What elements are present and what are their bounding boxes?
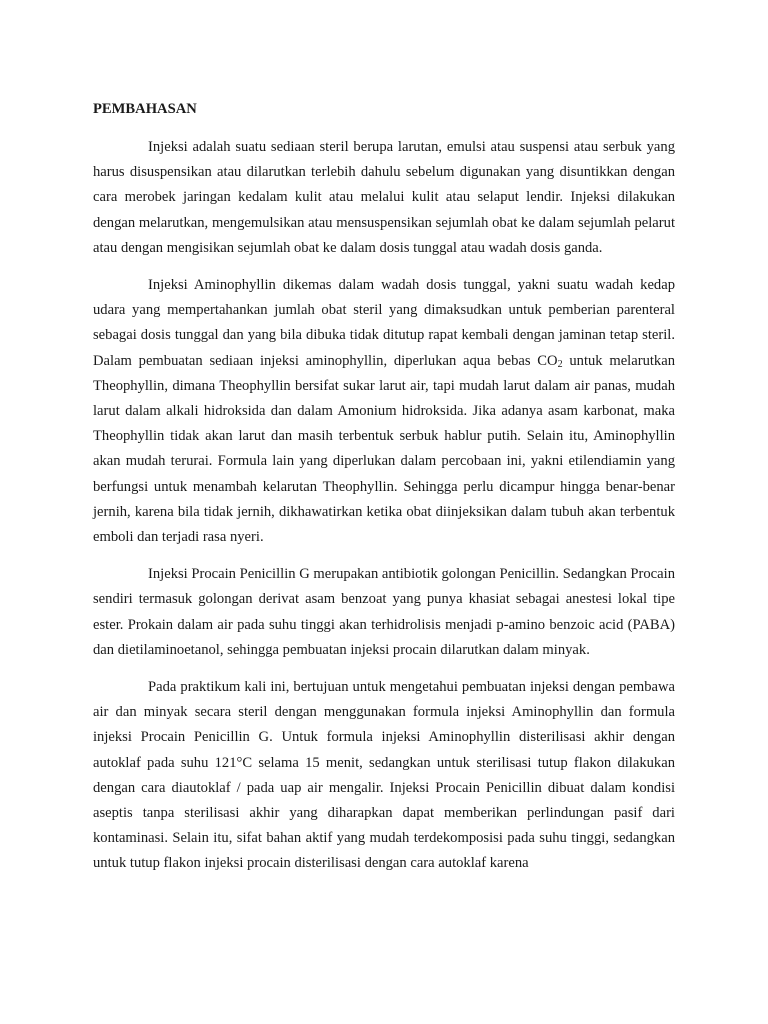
- document-page: [93, 97, 675, 877]
- paragraph-praktikum: Pada praktikum kali ini, bertujuan untuk mengetahui pembuatan injeksi dengan pembawa air dan minyak secara steril dengan menggunakan formula injeksi Aminophyllin dan formula injeksi Procain Penicillin G. Untuk formula injeksi Aminophyllin disterilisasi akhir dengan autoklaf pada suhu 121°C selama 15 menit, sedangkan untuk sterilisasi tutup flakon dilakukan dengan cara diautoklaf / pada uap air mengalir. Injeksi Procain Penicillin dibuat dalam kondisi aseptis tanpa sterilisasi akhir yang diharapkan dapat memberikan perlindungan pasif dari kontaminasi. Selain itu, sifat bahan aktif yang mudah terdekomposisi pada suhu tinggi, sedangkan untuk tutup flakon injeksi procain disterilisasi dengan cara autoklaf karena: [93, 679, 675, 872]
- aminophyllin-text-part-2: untuk melarutkan Theophyllin, dimana Theophyllin bersifat sukar larut air, tapi mudah larut dalam air panas, mudah larut dalam alkali hidroksida dan dalam Amonium hidroksida. Jika adanya asam karbonat, maka Theophyllin tidak akan larut dan masih terbentuk serbuk hablur putih. Selain itu, Aminophyllin akan mudah terurai. Formula lain yang diperlukan dalam percobaan ini, yakni etilendiamin yang berfungsi untuk menambah kelarutan Theophyllin. Sehingga perlu dicampur hingga benar-benar jernih, karena bila tidak jernih, dikhawatirkan ketika obat diinjeksikan dalam tubuh akan terbentuk emboli dan terjadi rasa nyeri.: [93, 352, 675, 546]
- section-heading: PEMBAHASAN: [93, 101, 197, 117]
- co2-subscript: 2: [557, 358, 563, 370]
- paragraph-injeksi-definition: Injeksi adalah suatu sediaan steril berupa larutan, emulsi atau suspensi atau serbuk yang harus disuspensikan atau dilarutkan terlebih dahulu sebelum digunakan yang disuntikkan dengan cara merobek jaringan kedalam kulit atau melalui kulit atau selaput lendir. Injeksi dilakukan dengan melarutkan, mengemulsikan atau mensuspensikan sejumlah obat ke dalam sejumlah pelarut atau dengan mengisikan sejumlah obat ke dalam dosis tunggal atau wadah dosis ganda.: [93, 139, 675, 256]
- paragraph-procain-penicillin: Injeksi Procain Penicillin G merupakan antibiotik golongan Penicillin. Sedangkan Procain sendiri termasuk golongan derivat asam benzoat yang punya khasiat sebagai anestesi lokal tipe ester. Prokain dalam air pada suhu tinggi akan terhidrolisis menjadi p-amino benzoic acid (PABA) dan dietilaminoetanol, sehingga pembuatan injeksi procain dilarutkan dalam minyak.: [93, 566, 675, 658]
- aminophyllin-text-part-1: Injeksi Aminophyllin dikemas dalam wadah dosis tunggal, yakni suatu wadah kedap udara yang mempertahankan jumlah obat steril yang dimaksudkan untuk pemberian parenteral sebagai dosis tunggal dan yang bila dibuka tidak ditutup rapat kembali dengan jaminan tetap steril. Dalam pembuatan sediaan injeksi aminophyllin, diperlukan aqua bebas CO: [93, 277, 675, 369]
- paragraph-aminophyllin: [93, 273, 675, 550]
